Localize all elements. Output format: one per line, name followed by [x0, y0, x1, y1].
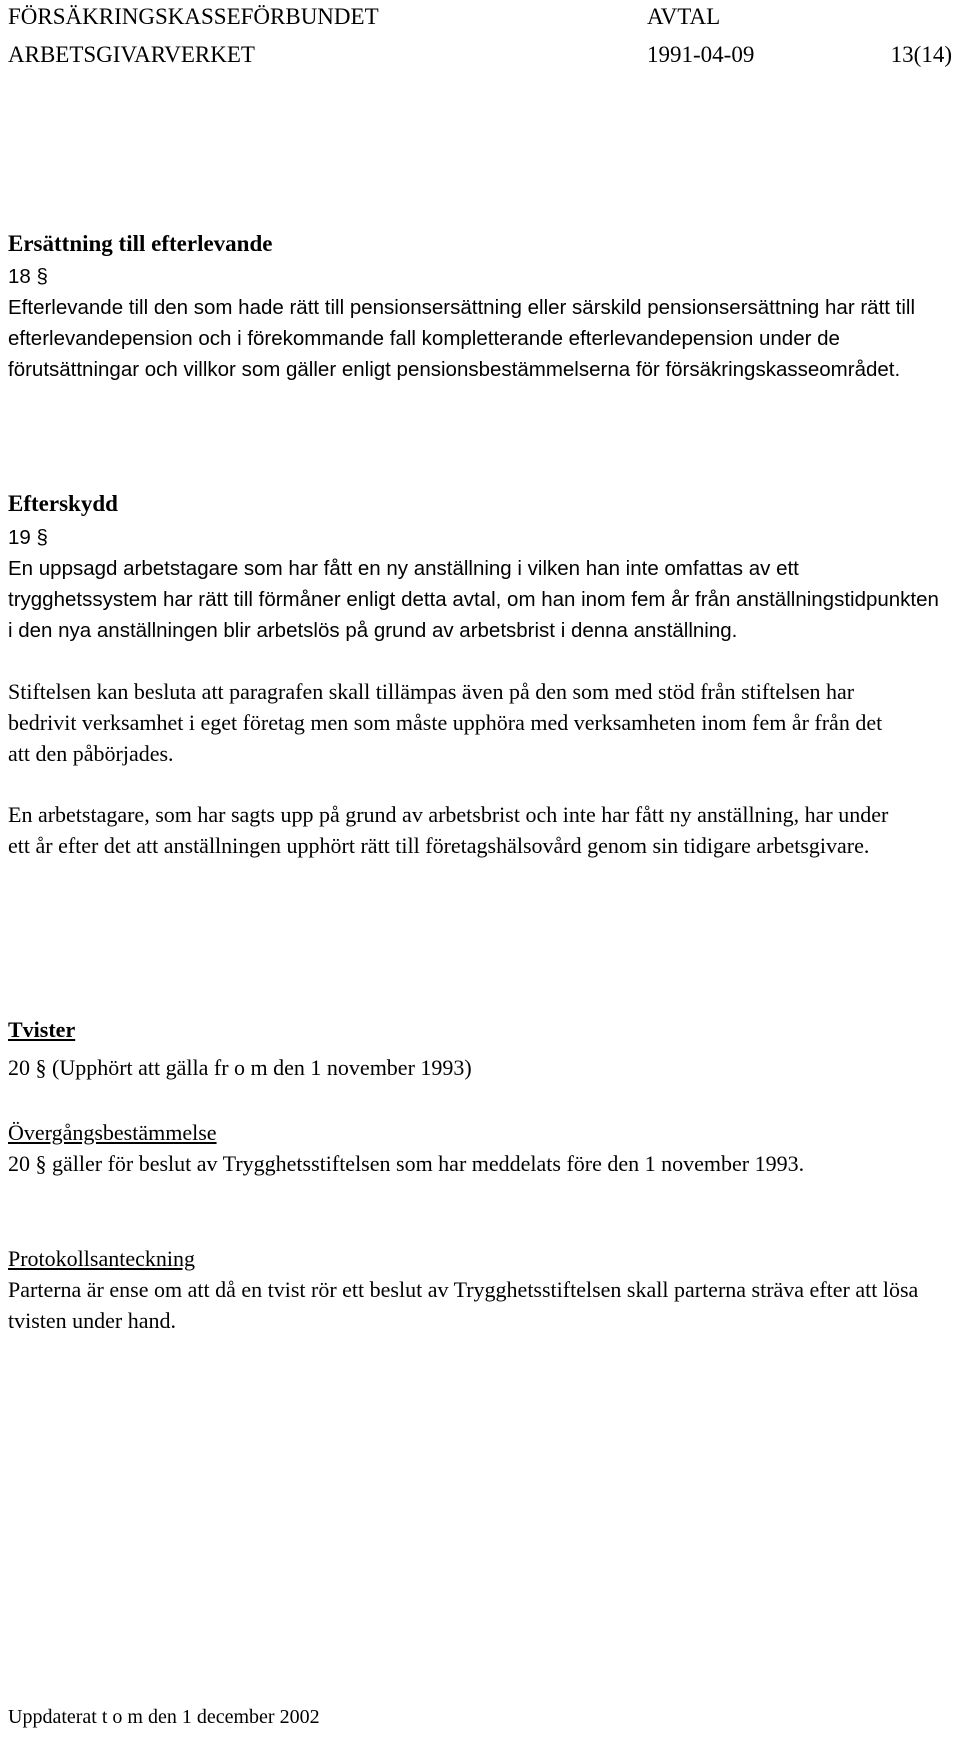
protocol-note-title: Protokollsanteckning	[8, 1246, 195, 1271]
protocol-note	[8, 1243, 958, 1336]
section-18-text: Efterlevande till den som hade rätt till pensionsersättning eller särskild pensionsersättning har rätt till efterlevandepension och i förekommande fall kompletterande efterlevandepension under de förutsättningar och villkor som gäller enligt pensionsbestämmelserna för försäkringskasseområdet.	[8, 296, 916, 381]
section-20	[8, 1014, 958, 1083]
header-org-2: ARBETSGIVARVERKET	[8, 42, 255, 67]
section-19	[8, 488, 958, 861]
header-org-1: FÖRSÄKRINGSKASSEFÖRBUNDET	[8, 4, 379, 29]
section-18	[8, 228, 958, 385]
section-19-paragraph-2: Stiftelsen kan besluta att paragrafen skall tillämpas även på den som med stöd från stiftelsen har bedrivit verksamhet i eget företag men som måste upphöra med verksamheten inom fem år från det att den påbörjades.	[8, 679, 883, 766]
section-19-paragraph-3: En arbetstagare, som har sagts upp på grund av arbetsbrist och inte har fått ny anställning, har under ett år efter det att anställningen upphört rätt till företagshälsovård genom sin tidigare arbetsgivare.	[8, 802, 889, 858]
header-page-number: 13(14)	[890, 42, 952, 67]
protocol-note-text: Parterna är ense om att då en tvist rör ett beslut av Trygghetsstiftelsen skall parterna sträva efter att lösa tvisten under hand.	[8, 1277, 919, 1333]
section-18-title: Ersättning till efterlevande	[8, 231, 273, 256]
section-18-number: 18 §	[8, 265, 48, 288]
section-20-title: Tvister	[8, 1017, 76, 1042]
footer-updated: Uppdaterat t o m den 1 december 2002	[8, 1706, 320, 1728]
section-19-title: Efterskydd	[8, 491, 118, 516]
section-19-paragraph-1: En uppsagd arbetstagare som har fått en ny anställning i vilken han inte omfattas av ett trygghetssystem har rätt till förmåner enligt detta avtal, om han inom fem år från anställningstidpunkten i den nya anställningen blir arbetslös på grund av arbetsbrist i denna anställning.	[8, 557, 939, 642]
header-date: 1991-04-09	[647, 42, 755, 67]
transition-provision-title: Övergångsbestämmelse	[8, 1120, 217, 1145]
header-doc-type: AVTAL	[647, 4, 721, 29]
section-20-text: 20 § (Upphört att gälla fr o m den 1 november 1993)	[8, 1055, 472, 1080]
transition-provision	[8, 1117, 958, 1179]
section-19-number: 19 §	[8, 526, 48, 549]
transition-provision-text: 20 § gäller för beslut av Trygghetsstiftelsen som har meddelats före den 1 november 1993.	[8, 1151, 805, 1176]
